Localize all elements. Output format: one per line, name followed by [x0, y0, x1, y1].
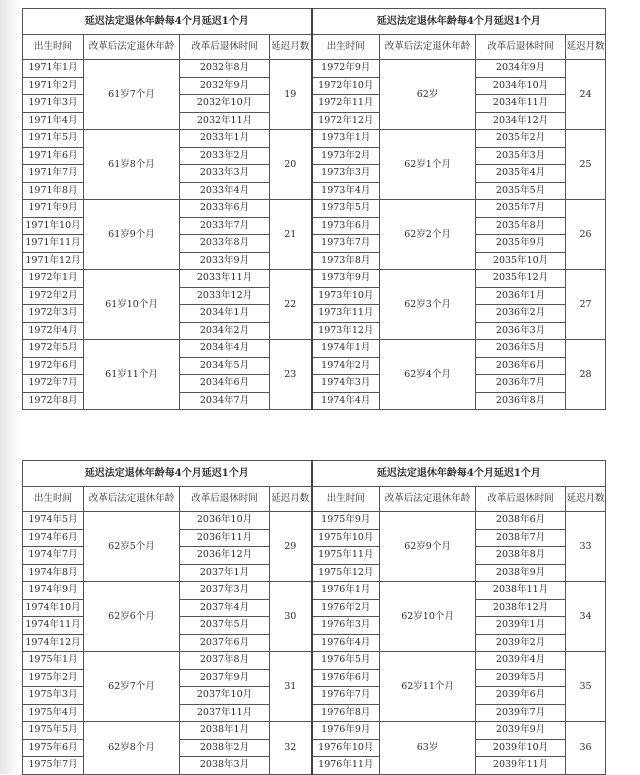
birth-month-cell: 1972年10月 — [312, 77, 380, 95]
delay-months-cell: 32 — [270, 722, 312, 775]
birth-month-cell: 1974年10月 — [23, 599, 84, 617]
birth-month-cell: 1974年12月 — [23, 634, 84, 652]
retirement-age-cell: 61岁7个月 — [84, 60, 180, 130]
retirement-time-cell: 2035年2月 — [476, 130, 566, 148]
retirement-time-cell: 2032年9月 — [180, 77, 270, 95]
retirement-time-cell: 2036年8月 — [476, 392, 566, 410]
table-row — [23, 200, 606, 218]
birth-month-cell: 1976年5月 — [312, 652, 380, 670]
table-title: 延迟法定退休年龄每4个月延迟1个月 — [23, 461, 312, 487]
header-birth-time: 出生时间 — [312, 35, 380, 60]
retirement-time-cell: 2036年7月 — [476, 375, 566, 393]
retirement-time-cell: 2037年5月 — [180, 617, 270, 635]
birth-month-cell: 1973年12月 — [312, 322, 380, 340]
delay-months-cell: 29 — [270, 512, 312, 582]
retirement-time-cell: 2033年1月 — [180, 130, 270, 148]
retirement-time-cell: 2032年10月 — [180, 95, 270, 113]
birth-month-cell: 1973年9月 — [312, 270, 380, 288]
header-birth-time: 出生时间 — [312, 487, 380, 512]
birth-month-cell: 1973年3月 — [312, 165, 380, 183]
retirement-time-cell: 2035年5月 — [476, 182, 566, 200]
retirement-time-cell: 2038年11月 — [476, 582, 566, 600]
retirement-time-cell: 2032年8月 — [180, 60, 270, 78]
birth-month-cell: 1975年7月 — [23, 757, 84, 775]
table-row — [23, 60, 606, 78]
retirement-time-cell: 2037年1月 — [180, 564, 270, 582]
retirement-age-cell: 62岁10个月 — [380, 582, 476, 652]
retirement-time-cell: 2034年10月 — [476, 77, 566, 95]
retirement-time-cell: 2037年6月 — [180, 634, 270, 652]
delay-months-cell: 21 — [270, 200, 312, 270]
birth-month-cell: 1974年8月 — [23, 564, 84, 582]
retirement-time-cell: 2036年2月 — [476, 305, 566, 323]
birth-month-cell: 1975年1月 — [23, 652, 84, 670]
retirement-time-cell: 2032年11月 — [180, 112, 270, 130]
delay-months-cell: 25 — [566, 130, 606, 200]
birth-month-cell: 1971年4月 — [23, 112, 84, 130]
retirement-age-cell: 62岁8个月 — [84, 722, 180, 775]
retirement-age-cell: 62岁7个月 — [84, 652, 180, 722]
retirement-time-cell: 2038年7月 — [476, 529, 566, 547]
birth-month-cell: 1976年8月 — [312, 704, 380, 722]
retirement-time-cell: 2037年10月 — [180, 687, 270, 705]
birth-month-cell: 1971年12月 — [23, 252, 84, 270]
birth-month-cell: 1976年1月 — [312, 582, 380, 600]
retirement-time-cell: 2033年11月 — [180, 270, 270, 288]
retirement-age-cell: 61岁8个月 — [84, 130, 180, 200]
birth-month-cell: 1972年1月 — [23, 270, 84, 288]
table-row — [23, 652, 606, 670]
retirement-time-cell: 2034年4月 — [180, 340, 270, 358]
retirement-time-cell: 2034年11月 — [476, 95, 566, 113]
retirement-time-cell: 2039年7月 — [476, 704, 566, 722]
birth-month-cell: 1972年5月 — [23, 340, 84, 358]
retirement-time-cell: 2039年4月 — [476, 652, 566, 670]
table-title: 延迟法定退休年龄每4个月延迟1个月 — [312, 461, 606, 487]
birth-month-cell: 1973年1月 — [312, 130, 380, 148]
table-title: 延迟法定退休年龄每4个月延迟1个月 — [23, 9, 312, 35]
birth-month-cell: 1971年1月 — [23, 60, 84, 78]
birth-month-cell: 1974年4月 — [312, 392, 380, 410]
header-new-retirement-time: 改革后退休时间 — [180, 35, 270, 60]
retirement-time-cell: 2036年1月 — [476, 287, 566, 305]
header-row — [23, 487, 606, 512]
retirement-age-cell: 62岁6个月 — [84, 582, 180, 652]
retirement-age-cell: 62岁1个月 — [380, 130, 476, 200]
delay-months-cell: 20 — [270, 130, 312, 200]
delay-months-cell: 35 — [566, 652, 606, 722]
birth-month-cell: 1971年2月 — [23, 77, 84, 95]
birth-month-cell: 1975年10月 — [312, 529, 380, 547]
header-new-retirement-time: 改革后退休时间 — [476, 487, 566, 512]
birth-month-cell: 1972年2月 — [23, 287, 84, 305]
retirement-age-cell: 62岁4个月 — [380, 340, 476, 410]
retirement-time-cell: 2039年6月 — [476, 687, 566, 705]
birth-month-cell: 1976年4月 — [312, 634, 380, 652]
retirement-time-cell: 2036年10月 — [180, 512, 270, 530]
birth-month-cell: 1972年4月 — [23, 322, 84, 340]
table-title: 延迟法定退休年龄每4个月延迟1个月 — [312, 9, 606, 35]
retirement-time-cell: 2039年9月 — [476, 722, 566, 740]
header-delay-months: 延迟月数 — [270, 35, 312, 60]
retirement-age-cell: 62岁2个月 — [380, 200, 476, 270]
birth-month-cell: 1971年10月 — [23, 217, 84, 235]
header-birth-time: 出生时间 — [23, 35, 84, 60]
birth-month-cell: 1973年10月 — [312, 287, 380, 305]
retirement-time-cell: 2035年4月 — [476, 165, 566, 183]
retirement-age-cell: 63岁 — [380, 722, 476, 775]
retirement-age-cell: 62岁3个月 — [380, 270, 476, 340]
birth-month-cell: 1975年3月 — [23, 687, 84, 705]
delay-months-cell: 27 — [566, 270, 606, 340]
delay-months-cell: 34 — [566, 582, 606, 652]
birth-month-cell: 1974年1月 — [312, 340, 380, 358]
retirement-age-cell: 62岁 — [380, 60, 476, 130]
birth-month-cell: 1973年5月 — [312, 200, 380, 218]
birth-month-cell: 1972年11月 — [312, 95, 380, 113]
birth-month-cell: 1971年11月 — [23, 235, 84, 253]
birth-month-cell: 1972年12月 — [312, 112, 380, 130]
header-birth-time: 出生时间 — [23, 487, 84, 512]
left-edge-shadow — [0, 0, 20, 774]
birth-month-cell: 1971年6月 — [23, 147, 84, 165]
table-row — [23, 270, 606, 288]
header-new-retirement-age: 改革后法定退休年龄 — [84, 35, 180, 60]
birth-month-cell: 1975年12月 — [312, 564, 380, 582]
birth-month-cell: 1971年5月 — [23, 130, 84, 148]
birth-month-cell: 1974年2月 — [312, 357, 380, 375]
retirement-time-cell: 2033年7月 — [180, 217, 270, 235]
birth-month-cell: 1972年3月 — [23, 305, 84, 323]
header-new-retirement-time: 改革后退休时间 — [180, 487, 270, 512]
title-row — [23, 461, 606, 487]
header-new-retirement-time: 改革后退休时间 — [476, 35, 566, 60]
retirement-time-cell: 2038年8月 — [476, 547, 566, 565]
delay-months-cell: 33 — [566, 512, 606, 582]
birth-month-cell: 1976年6月 — [312, 669, 380, 687]
birth-month-cell: 1973年11月 — [312, 305, 380, 323]
table-row — [23, 512, 606, 530]
retirement-time-cell: 2035年7月 — [476, 200, 566, 218]
header-delay-months: 延迟月数 — [566, 35, 606, 60]
retirement-time-cell: 2035年8月 — [476, 217, 566, 235]
birth-month-cell: 1976年11月 — [312, 757, 380, 775]
retirement-time-cell: 2036年3月 — [476, 322, 566, 340]
retirement-time-cell: 2037年4月 — [180, 599, 270, 617]
delay-months-cell: 24 — [566, 60, 606, 130]
retirement-time-cell: 2038年6月 — [476, 512, 566, 530]
retirement-time-cell: 2035年3月 — [476, 147, 566, 165]
birth-month-cell: 1976年2月 — [312, 599, 380, 617]
delay-months-cell: 19 — [270, 60, 312, 130]
retirement-time-cell: 2037年11月 — [180, 704, 270, 722]
header-row — [23, 35, 606, 60]
birth-month-cell: 1972年6月 — [23, 357, 84, 375]
delay-months-cell: 30 — [270, 582, 312, 652]
birth-month-cell: 1974年9月 — [23, 582, 84, 600]
header-new-retirement-age: 改革后法定退休年龄 — [380, 35, 476, 60]
delay-months-cell: 23 — [270, 340, 312, 410]
retirement-time-cell: 2038年2月 — [180, 739, 270, 757]
retirement-time-cell: 2033年12月 — [180, 287, 270, 305]
retirement-time-cell: 2037年8月 — [180, 652, 270, 670]
retirement-time-cell: 2034年9月 — [476, 60, 566, 78]
birth-month-cell: 1973年7月 — [312, 235, 380, 253]
retirement-age-cell: 62岁11个月 — [380, 652, 476, 722]
birth-month-cell: 1975年6月 — [23, 739, 84, 757]
table-row — [23, 722, 606, 740]
retirement-time-cell: 2033年4月 — [180, 182, 270, 200]
birth-month-cell: 1972年9月 — [312, 60, 380, 78]
retirement-age-cell: 61岁11个月 — [84, 340, 180, 410]
birth-month-cell: 1975年2月 — [23, 669, 84, 687]
birth-month-cell: 1976年10月 — [312, 739, 380, 757]
birth-month-cell: 1972年7月 — [23, 375, 84, 393]
retirement-time-cell: 2036年5月 — [476, 340, 566, 358]
header-delay-months: 延迟月数 — [270, 487, 312, 512]
birth-month-cell: 1974年5月 — [23, 512, 84, 530]
retirement-table-top — [22, 8, 606, 410]
delay-months-cell: 36 — [566, 722, 606, 775]
retirement-time-cell: 2034年1月 — [180, 305, 270, 323]
birth-month-cell: 1976年3月 — [312, 617, 380, 635]
retirement-time-cell: 2036年6月 — [476, 357, 566, 375]
retirement-time-cell: 2039年11月 — [476, 757, 566, 775]
retirement-time-cell: 2035年10月 — [476, 252, 566, 270]
birth-month-cell: 1976年9月 — [312, 722, 380, 740]
header-new-retirement-age: 改革后法定退休年龄 — [380, 487, 476, 512]
retirement-time-cell: 2033年6月 — [180, 200, 270, 218]
retirement-time-cell: 2039年10月 — [476, 739, 566, 757]
retirement-time-cell: 2039年1月 — [476, 617, 566, 635]
retirement-time-cell: 2037年3月 — [180, 582, 270, 600]
retirement-time-cell: 2038年3月 — [180, 757, 270, 775]
retirement-time-cell: 2039年2月 — [476, 634, 566, 652]
retirement-time-cell: 2035年9月 — [476, 235, 566, 253]
birth-month-cell: 1971年3月 — [23, 95, 84, 113]
birth-month-cell: 1971年7月 — [23, 165, 84, 183]
birth-month-cell: 1973年2月 — [312, 147, 380, 165]
retirement-time-cell: 2037年9月 — [180, 669, 270, 687]
retirement-age-cell: 61岁9个月 — [84, 200, 180, 270]
table-row — [23, 582, 606, 600]
retirement-time-cell: 2034年5月 — [180, 357, 270, 375]
birth-month-cell: 1974年6月 — [23, 529, 84, 547]
header-new-retirement-age: 改革后法定退休年龄 — [84, 487, 180, 512]
birth-month-cell: 1975年9月 — [312, 512, 380, 530]
birth-month-cell: 1975年4月 — [23, 704, 84, 722]
retirement-time-cell: 2033年9月 — [180, 252, 270, 270]
birth-month-cell: 1976年7月 — [312, 687, 380, 705]
birth-month-cell: 1973年8月 — [312, 252, 380, 270]
birth-month-cell: 1972年8月 — [23, 392, 84, 410]
retirement-time-cell: 2038年9月 — [476, 564, 566, 582]
birth-month-cell: 1973年4月 — [312, 182, 380, 200]
retirement-time-cell: 2038年12月 — [476, 599, 566, 617]
birth-month-cell: 1974年7月 — [23, 547, 84, 565]
retirement-time-cell: 2038年1月 — [180, 722, 270, 740]
retirement-time-cell: 2036年12月 — [180, 547, 270, 565]
delay-months-cell: 22 — [270, 270, 312, 340]
birth-month-cell: 1973年6月 — [312, 217, 380, 235]
retirement-time-cell: 2034年6月 — [180, 375, 270, 393]
table-row — [23, 130, 606, 148]
birth-month-cell: 1971年8月 — [23, 182, 84, 200]
retirement-time-cell: 2033年3月 — [180, 165, 270, 183]
retirement-time-cell: 2034年7月 — [180, 392, 270, 410]
retirement-time-cell: 2036年11月 — [180, 529, 270, 547]
birth-month-cell: 1971年9月 — [23, 200, 84, 218]
retirement-time-cell: 2034年12月 — [476, 112, 566, 130]
header-delay-months: 延迟月数 — [566, 487, 606, 512]
retirement-table-bottom — [22, 460, 606, 775]
retirement-time-cell: 2033年8月 — [180, 235, 270, 253]
title-row — [23, 9, 606, 35]
birth-month-cell: 1974年11月 — [23, 617, 84, 635]
retirement-age-cell: 62岁5个月 — [84, 512, 180, 582]
delay-months-cell: 31 — [270, 652, 312, 722]
retirement-time-cell: 2035年12月 — [476, 270, 566, 288]
retirement-time-cell: 2034年2月 — [180, 322, 270, 340]
retirement-time-cell: 2033年2月 — [180, 147, 270, 165]
retirement-time-cell: 2039年5月 — [476, 669, 566, 687]
table-row — [23, 340, 606, 358]
retirement-age-cell: 62岁9个月 — [380, 512, 476, 582]
birth-month-cell: 1975年11月 — [312, 547, 380, 565]
birth-month-cell: 1974年3月 — [312, 375, 380, 393]
birth-month-cell: 1975年5月 — [23, 722, 84, 740]
delay-months-cell: 28 — [566, 340, 606, 410]
delay-months-cell: 26 — [566, 200, 606, 270]
retirement-age-cell: 61岁10个月 — [84, 270, 180, 340]
